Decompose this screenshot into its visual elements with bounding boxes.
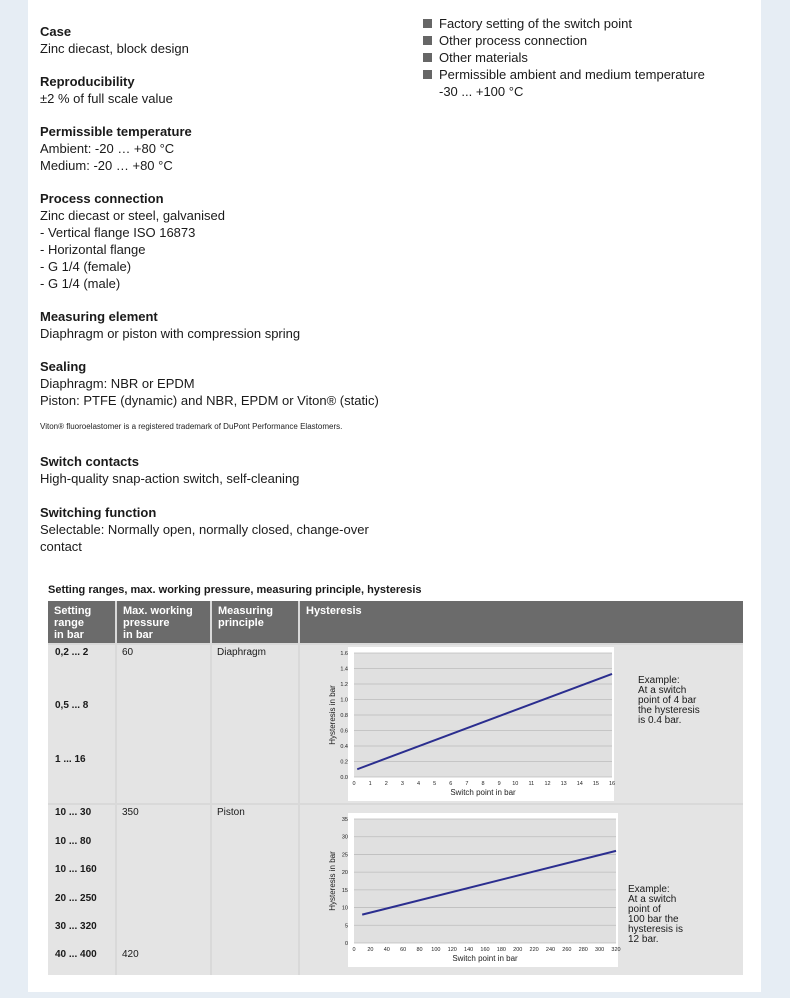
range-0-2: 0,2 ... 2 bbox=[55, 647, 89, 658]
spec-title: Reproducibility bbox=[40, 74, 135, 89]
option-label: Other process connection bbox=[439, 33, 588, 48]
y-tick-label: 25 bbox=[341, 852, 348, 859]
x-tick-label: 100 bbox=[431, 947, 441, 953]
x-tick-label: 80 bbox=[416, 947, 423, 953]
x-tick-label: 220 bbox=[529, 947, 539, 953]
x-tick-label: 160 bbox=[480, 947, 490, 953]
viton-footnote: Viton® fluoroelastomer is a registered trademark of DuPont Performance Elastomers. bbox=[40, 422, 343, 431]
x-tick-label: 3 bbox=[400, 781, 404, 787]
range-40-400: 40 ... 400 bbox=[55, 949, 97, 960]
y-tick-label: 0.8 bbox=[340, 713, 348, 719]
x-tick-label: 20 bbox=[367, 947, 374, 953]
y-tick-label: 30 bbox=[341, 834, 348, 841]
spec-line: High-quality snap-action switch, self-cleaning bbox=[40, 471, 300, 486]
y-tick-label: 0.6 bbox=[340, 728, 348, 735]
spec-item bbox=[40, 73, 420, 107]
x-tick-label: 6 bbox=[449, 781, 453, 787]
y-tick-label: 15 bbox=[341, 887, 348, 894]
range-30-320: 30 ... 320 bbox=[55, 921, 97, 932]
x-tick-label: 240 bbox=[545, 947, 556, 953]
cell-principle-g1 bbox=[212, 645, 298, 803]
x-tick-label: 40 bbox=[383, 947, 390, 953]
spec-title: Case bbox=[40, 24, 72, 39]
y-tick-label: 0.4 bbox=[340, 744, 348, 750]
option-item bbox=[423, 66, 753, 83]
pressure-60: 60 bbox=[122, 647, 134, 658]
y-tick-label: 0.0 bbox=[340, 775, 348, 781]
spec-line: Piston: PTFE (dynamic) and NBR, EPDM or Viton® (static) bbox=[40, 393, 379, 408]
spec-title: Switch contacts bbox=[40, 454, 139, 469]
spec-item bbox=[40, 23, 420, 57]
x-tick-label: 11 bbox=[528, 781, 535, 787]
x-tick-label: 4 bbox=[416, 781, 421, 787]
option-item bbox=[423, 49, 753, 66]
spec-title: Permissible temperature bbox=[40, 124, 192, 139]
y-tick-label: 0 bbox=[344, 941, 348, 947]
x-axis-label: Switch point in bar bbox=[452, 954, 518, 963]
y-tick-label: 10 bbox=[341, 905, 348, 912]
x-tick-label: 60 bbox=[400, 947, 407, 953]
x-tick-label: 120 bbox=[447, 947, 457, 953]
x-tick-label: 180 bbox=[496, 947, 506, 953]
x-tick-label: 280 bbox=[578, 947, 588, 953]
header-max-pressure: Max. working pressure in bar bbox=[117, 601, 210, 643]
datasheet-page bbox=[28, 0, 761, 992]
x-tick-label: 5 bbox=[433, 781, 437, 787]
y-tick-label: 35 bbox=[341, 817, 348, 823]
spec-item bbox=[40, 453, 420, 487]
pressure-420: 420 bbox=[122, 949, 139, 960]
y-tick-label: 1.2 bbox=[340, 682, 348, 688]
spec-list bbox=[40, 23, 420, 409]
y-axis-label: Hysteresis in bar bbox=[328, 851, 337, 911]
x-tick-label: 0 bbox=[352, 781, 356, 787]
spec-title: Switching function bbox=[40, 505, 157, 520]
x-tick-label: 9 bbox=[497, 781, 501, 787]
x-tick-label: 200 bbox=[513, 947, 523, 953]
option-label: Factory setting of the switch point bbox=[439, 16, 632, 31]
spec-list-2 bbox=[40, 453, 420, 555]
x-tick-label: 1 bbox=[368, 781, 372, 787]
bullet-square-icon bbox=[423, 70, 432, 79]
bullet-square-icon bbox=[423, 53, 432, 62]
cell-pressure-g1 bbox=[117, 645, 210, 803]
option-label: Other materials bbox=[439, 50, 528, 65]
x-tick-label: 7 bbox=[465, 781, 469, 787]
spec-title: Process connection bbox=[40, 191, 164, 206]
spec-title: Measuring element bbox=[40, 309, 158, 324]
x-tick-label: 10 bbox=[512, 781, 519, 787]
spec-line: ±2 % of full scale value bbox=[40, 91, 173, 106]
y-tick-label: 1.6 bbox=[340, 651, 348, 657]
x-tick-label: 13 bbox=[560, 781, 567, 787]
principle-piston: Piston bbox=[217, 807, 245, 818]
example-note-piston: Example: At a switch point of 100 bar the hysteresis is 12 bar. bbox=[628, 884, 684, 945]
spec-line: Diaphragm: NBR or EPDM bbox=[40, 376, 195, 391]
range-10-30: 10 ... 30 bbox=[55, 807, 92, 818]
table-title: Setting ranges, max. working pressure, measuring principle, hysteresis bbox=[48, 584, 422, 596]
spec-item bbox=[40, 358, 420, 409]
options-column bbox=[423, 0, 753, 100]
cell-range-g1 bbox=[48, 645, 115, 803]
spec-line: - G 1/4 (male) bbox=[40, 276, 121, 291]
y-tick-label: 0.2 bbox=[340, 759, 348, 766]
spec-line: Selectable: Normally open, normally closed, change-over bbox=[40, 522, 369, 537]
spec-item bbox=[40, 308, 420, 342]
settings-table bbox=[48, 601, 743, 975]
y-axis-label: Hysteresis in bar bbox=[328, 685, 337, 745]
range-1-16: 1 ... 16 bbox=[55, 754, 86, 765]
x-tick-label: 140 bbox=[464, 947, 474, 953]
spec-line: Diaphragm or piston with compression spring bbox=[40, 326, 301, 341]
x-tick-label: 0 bbox=[352, 947, 356, 953]
hysteresis-chart-piston bbox=[324, 813, 621, 967]
y-tick-label: 20 bbox=[341, 870, 348, 877]
x-axis-label: Switch point in bar bbox=[450, 788, 516, 797]
header-measuring-principle: Measuring principle bbox=[212, 601, 298, 643]
option-item bbox=[423, 32, 753, 49]
principle-diaphragm: Diaphragm bbox=[217, 647, 266, 658]
x-tick-label: 8 bbox=[481, 781, 485, 787]
bullet-square-icon bbox=[423, 36, 432, 45]
pressure-350: 350 bbox=[122, 807, 139, 818]
range-10-80: 10 ... 80 bbox=[55, 836, 92, 847]
range-10-160: 10 ... 160 bbox=[55, 864, 97, 875]
spec-line: contact bbox=[40, 539, 82, 554]
options-temperature-range: -30 ... +100 °C bbox=[439, 84, 524, 99]
spec-line: Ambient: -20 … +80 °C bbox=[40, 141, 175, 156]
header-setting-range: Setting range in bar bbox=[48, 601, 115, 643]
spec-item bbox=[40, 190, 420, 292]
bullet-square-icon bbox=[423, 19, 432, 28]
spec-line: - G 1/4 (female) bbox=[40, 259, 132, 274]
spec-line: - Vertical flange ISO 16873 bbox=[40, 225, 196, 240]
x-tick-label: 260 bbox=[562, 947, 572, 953]
x-tick-label: 320 bbox=[611, 947, 621, 953]
y-tick-label: 1.0 bbox=[340, 697, 348, 704]
header-hysteresis: Hysteresis bbox=[300, 601, 743, 643]
spec-line: Zinc diecast, block design bbox=[40, 41, 189, 56]
y-tick-label: 1.4 bbox=[340, 666, 348, 673]
options-list bbox=[423, 15, 753, 83]
y-tick-label: 5 bbox=[344, 923, 348, 930]
cell-principle-g2 bbox=[212, 805, 298, 975]
range-0-5-8: 0,5 ... 8 bbox=[55, 700, 89, 711]
option-item bbox=[423, 15, 753, 32]
spec-item bbox=[40, 504, 420, 555]
spec-line: Zinc diecast or steel, galvanised bbox=[40, 208, 225, 223]
x-tick-label: 2 bbox=[384, 781, 388, 787]
x-tick-label: 14 bbox=[576, 781, 583, 787]
spec-title: Sealing bbox=[40, 359, 87, 374]
hysteresis-chart-diaphragm bbox=[324, 647, 614, 801]
standard-version-column bbox=[40, 0, 420, 555]
range-20-250: 20 ... 250 bbox=[55, 893, 97, 904]
spec-line: - Horizontal flange bbox=[40, 242, 146, 257]
x-tick-label: 300 bbox=[595, 947, 605, 953]
option-label: Permissible ambient and medium temperature bbox=[439, 67, 705, 82]
spec-line: Medium: -20 … +80 °C bbox=[40, 158, 173, 173]
example-note-diaphragm: Example: At a switch point of 4 bar the hysteresis is 0.4 bar. bbox=[638, 675, 700, 726]
x-tick-label: 15 bbox=[592, 781, 599, 787]
x-tick-label: 16 bbox=[608, 781, 616, 787]
spec-item bbox=[40, 123, 420, 174]
plot-area bbox=[354, 819, 616, 943]
x-tick-label: 12 bbox=[544, 781, 551, 787]
